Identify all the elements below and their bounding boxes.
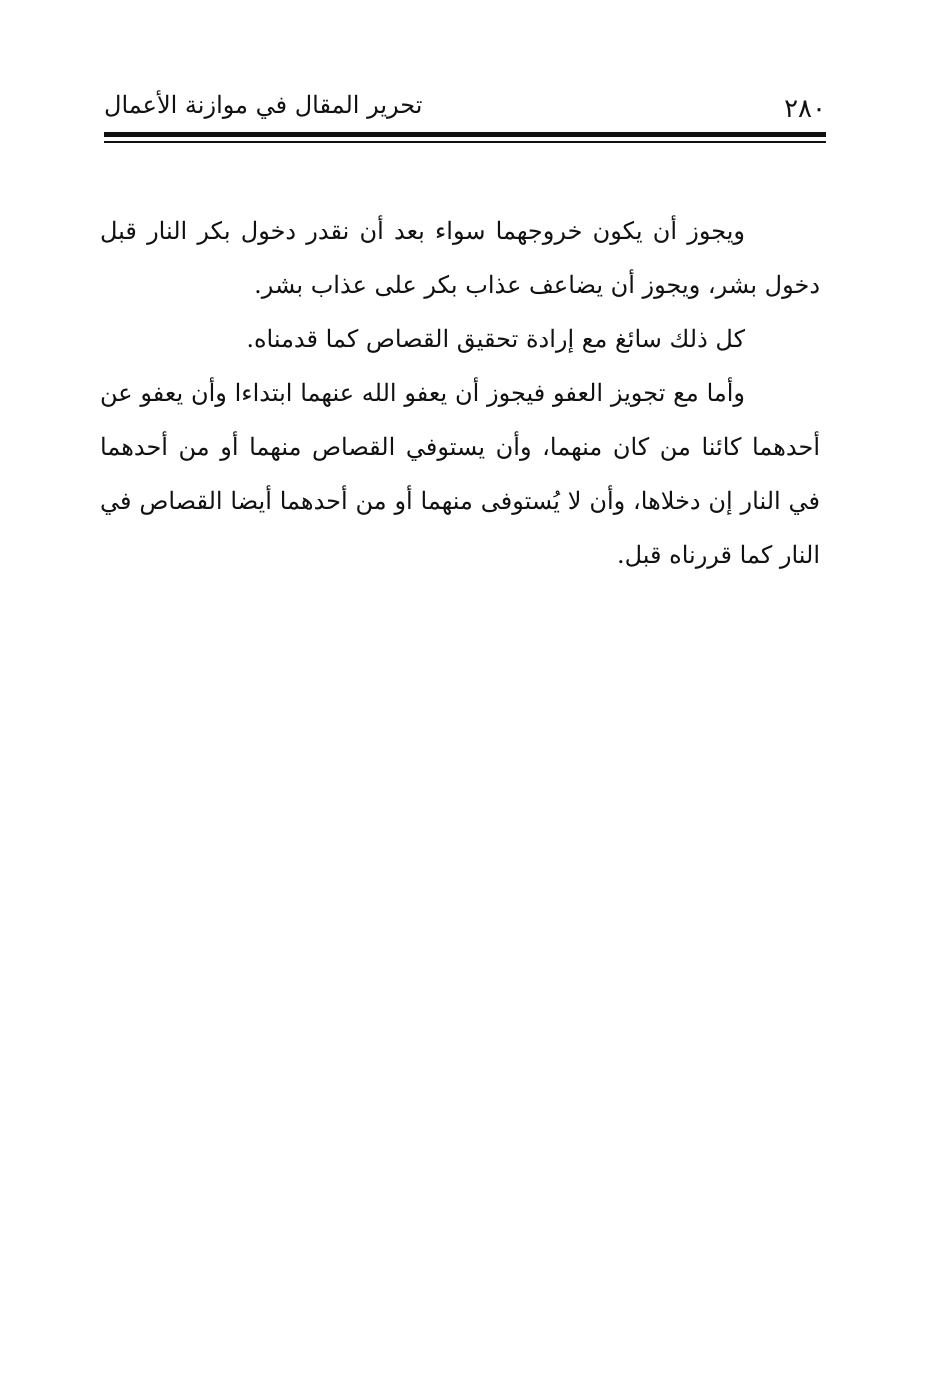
page-header [104, 86, 826, 126]
paragraph-1: ويجوز أن يكون خروجهما سواء بعد أن نقدر دخول بكر النار قبل دخول بشر، ويجوز أن يضاعف عذاب بكر على عذاب بشر. [100, 217, 820, 299]
body-text [100, 204, 820, 582]
header-rule-thin [104, 141, 826, 143]
paragraph-3: وأما مع تجويز العفو فيجوز أن يعفو الله عنهما ابتداءا وأن يعفو عن أحدهما كائنا من كان منهما، وأن يستوفي القصاص منهما أو من أحدهما في النار إن دخلاها، وأن لا يُستوفى منهما أو من أحدهما أيضا القصاص في النار كما قررناه قبل. [100, 379, 820, 569]
paragraph-2: كل ذلك سائغ مع إرادة تحقيق القصاص كما قدمناه. [246, 325, 745, 353]
running-title: تحرير المقال في موازنة الأعمال [104, 91, 423, 119]
page-number: ٢٨٠ [784, 94, 826, 124]
header-rule-thick [104, 132, 826, 137]
